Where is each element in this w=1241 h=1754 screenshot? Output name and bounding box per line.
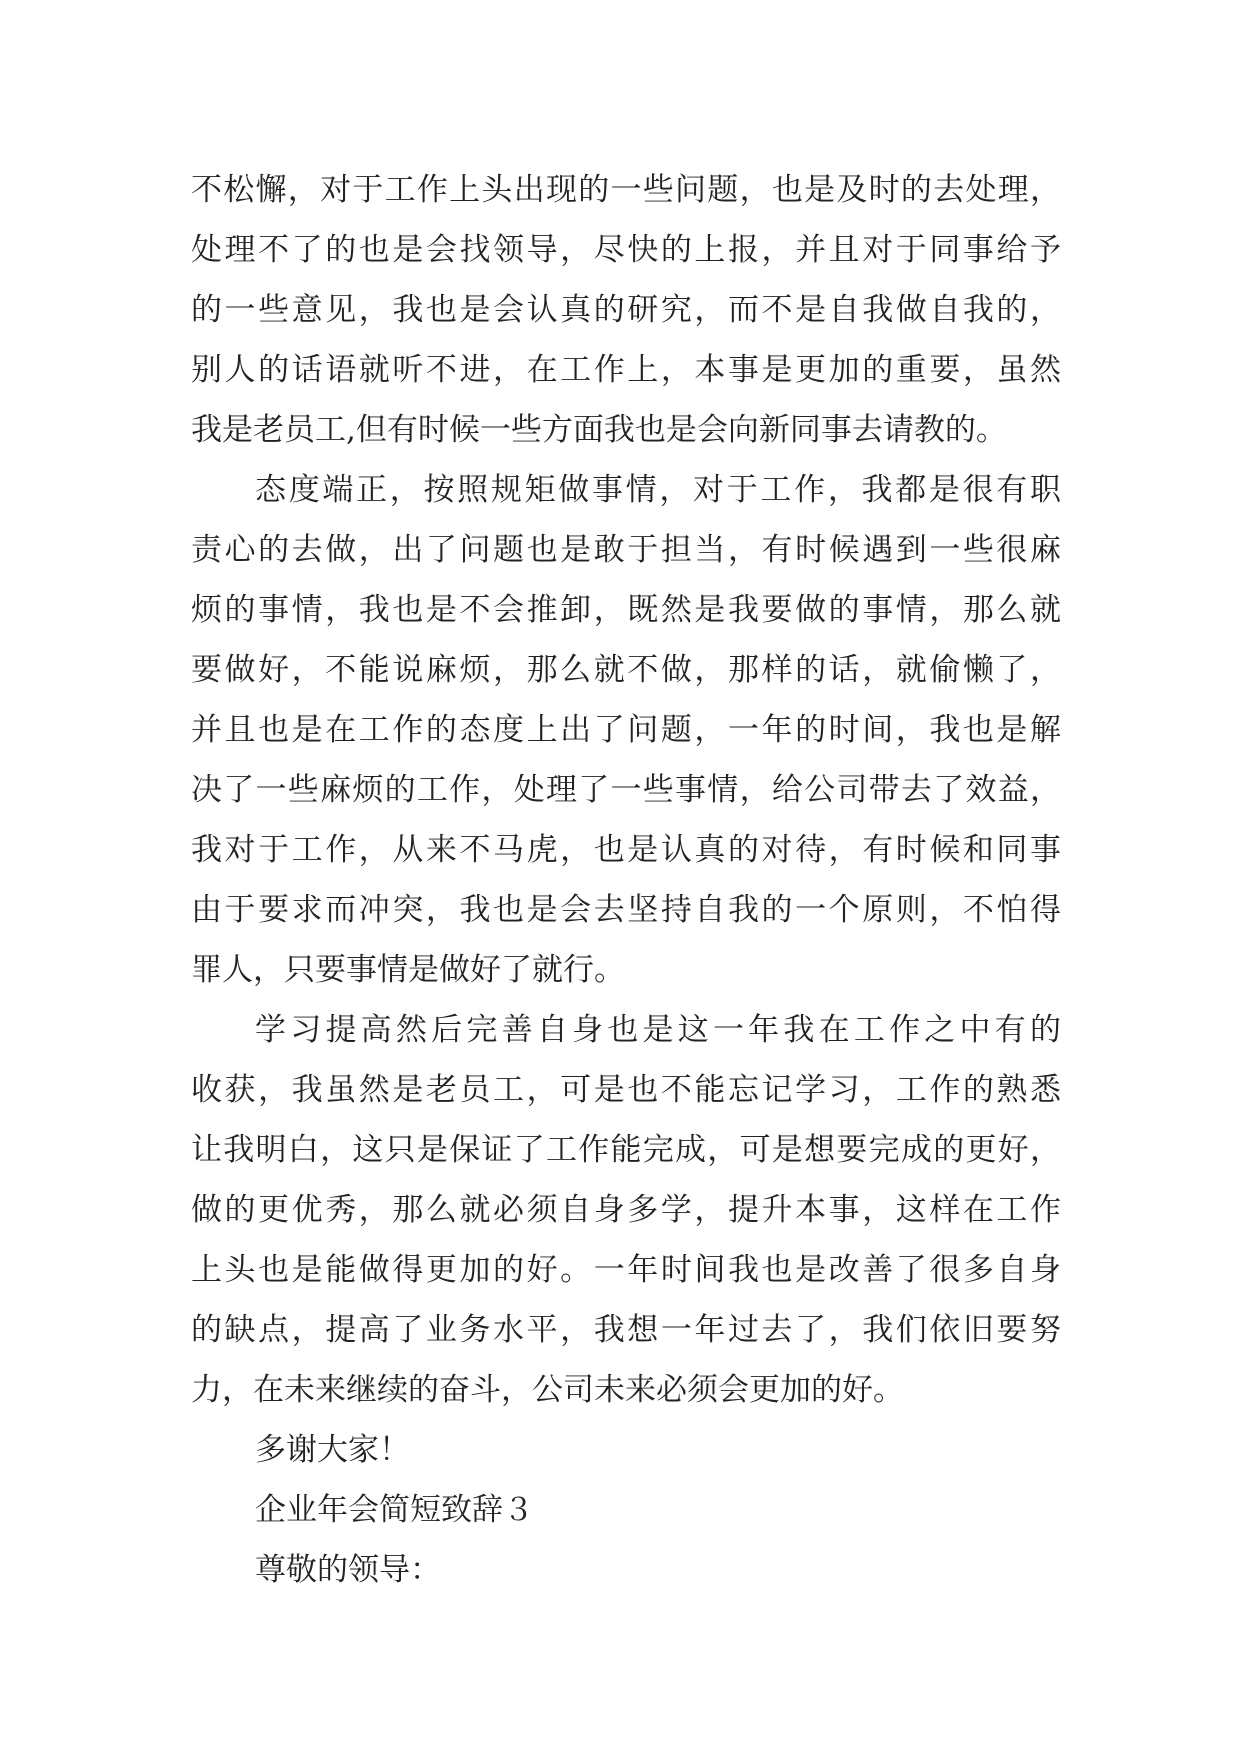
text-line: 决了一些麻烦的工作，处理了一些事情，给公司带去了效益，: [191, 772, 1061, 808]
text-line: 的一些意见，我也是会认真的研究，而不是自我做自我的，: [191, 292, 1061, 328]
thanks-line: 多谢大家！: [255, 1432, 410, 1468]
text-line: 不松懈，对于工作上头出现的一些问题，也是及时的去处理，: [191, 172, 1061, 208]
text-line: 的缺点，提高了业务水平，我想一年过去了，我们依旧要努: [191, 1312, 1061, 1348]
document-body: [191, 160, 1061, 1600]
text-line: 力，在未来继续的奋斗，公司未来必须会更加的好。: [191, 1372, 904, 1408]
text-line: 让我明白，这只是保证了工作能完成，可是想要完成的更好，: [191, 1132, 1061, 1168]
salutation: 尊敬的领导：: [255, 1552, 441, 1588]
section-heading: 企业年会简短致辞３: [255, 1492, 534, 1528]
text-line: 并且也是在工作的态度上出了问题，一年的时间，我也是解: [191, 712, 1061, 748]
text-line: 我对于工作，从来不马虎，也是认真的对待，有时候和同事: [191, 832, 1061, 868]
text-line: 我是老员工,但有时候一些方面我也是会向新同事去请教的。: [191, 412, 1007, 448]
text-line: 别人的话语就听不进，在工作上，本事是更加的重要，虽然: [191, 352, 1061, 388]
text-line: 责心的去做，出了问题也是敢于担当，有时候遇到一些很麻: [191, 532, 1061, 568]
text-line: 收获，我虽然是老员工，可是也不能忘记学习，工作的熟悉: [191, 1072, 1061, 1108]
paragraph-first-line: 态度端正，按照规矩做事情，对于工作，我都是很有职: [255, 472, 1061, 508]
text-line: 做的更优秀，那么就必须自身多学，提升本事，这样在工作: [191, 1192, 1061, 1228]
text-line: 处理不了的也是会找领导，尽快的上报，并且对于同事给予: [191, 232, 1061, 268]
text-line: 要做好，不能说麻烦，那么就不做，那样的话，就偷懒了，: [191, 652, 1061, 688]
paragraph-first-line: 学习提高然后完善自身也是这一年我在工作之中有的: [255, 1012, 1061, 1048]
text-line: 上头也是能做得更加的好。一年时间我也是改善了很多自身: [191, 1252, 1061, 1288]
text-line: 罪人，只要事情是做好了就行。: [191, 952, 625, 988]
text-line: 由于要求而冲突，我也是会去坚持自我的一个原则，不怕得: [191, 892, 1061, 928]
text-line: 烦的事情，我也是不会推卸，既然是我要做的事情，那么就: [191, 592, 1061, 628]
